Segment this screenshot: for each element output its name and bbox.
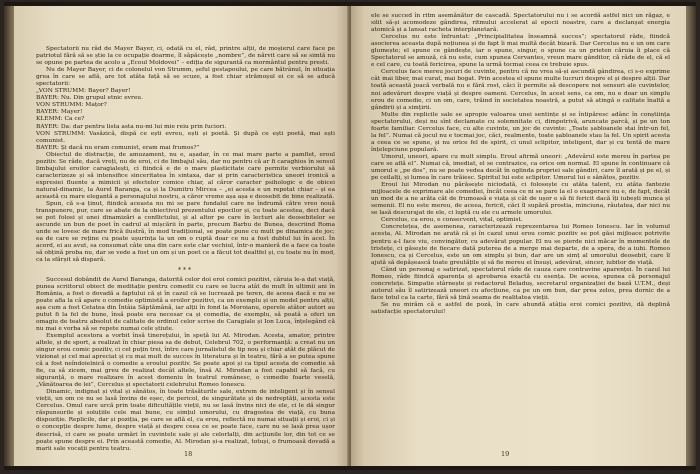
paragraph: ele se succed în ritm asemănător de cascadă. Spectatorului nu i se acordă astfel nici un răgaz, e silit să-și acomodeze gândirea, ritmului accelerat al epocii noastre, care a declanșat energia atomică și a lansat racheta interplanetară. xyxy=(371,13,670,34)
paragraph: Cercelus face mereu jocuri de cuvinte, pentru că nu vrea să-și ascundă gândirea, ci s-o exprime cât mai liber, mai curat, mai bogat. Prin acestea el spune multe lucruri despre el și despre alții. Dar toată această joacă verbală nu e fără rost, căci îi permite să descopere noi sensuri ale cuvintelor, noi adevăruri despre viață și despre oameni. Cercelus, în acest sens, ca om, nu e doar un simplu erou de comedie, ci un om, care, trăind în societatea noastră, a putut să atingă o calitate înaltă a gândirii și a simțirii. xyxy=(371,69,670,111)
dialog-line: BAYER: Și dacă nu eram comunist, eram mai frumos?” xyxy=(36,144,200,151)
dialog-line: BAYER: Da: dar pentru lista asta nu-mi lui mie reiu prin fuciori. xyxy=(36,123,227,130)
paragraph: Multe din replicile sale se apropie valoarea unei sentințe și se întipăresc adânc în conștiința spectatorului, deși nu sînt declamate cu solemnitate ci, dimpotrivă, aruncate parcă, și pe un ton foarte familiar. Cercelus face, cu alte cuvinte, un joc de cuvinte: „Toate șabloanele stai într-un fel, la fel”. Numai că jocul nu e tocmai joc, căci, realmente, toate șabloanele stau la fel. Un spirit acesta a ceea ce se spune, și nu orice fel de spirit, ci unul sclipitor, inteligent, dar și cu tentă de mare înțelepciune populară. xyxy=(371,111,670,153)
section-divider-stars: *** xyxy=(178,267,193,275)
book-edge-right xyxy=(686,6,696,466)
right-page xyxy=(351,6,686,466)
paragraph: Nu de Mayer Bayer, ci de colonelul von Strumm, șeful gestapoului, pe care bătrânul, în situația grea în care se află, are tot atâta față să se scuze, a fost chiar strămoșul ei ce să se aducă spectatorii: xyxy=(36,67,335,88)
paragraph: Spectatorii nu râd de Mayer Bayer, ci, odată cu el, râd, printre alții, de moșierul care face pe patriotul fără să se știe la ce ocupație doarme, îl săpăcește „nombre”, de nărvit care să se simtă nu se opune pe partea de acolo a „Ecoul Moldovei” – ediția de sigurantă ca mormântul pentru presti. xyxy=(36,46,335,67)
left-page xyxy=(14,6,349,466)
page-number-right: 19 xyxy=(501,450,510,458)
paragraph: Când un personaj e satirizat, spectatorul râde de cauza care contravine aparenței. În cazul lui Romeo, râde fiindcă aparența și aprobarea exactă cu esența. De aceea, spunea că personajul concretețe. Simpatie stârnește și redactorul Beladuș, secretarul organizației de bază U.T.M., deși autorul său îl satirizează uneori cu afecțiune, ca pe un om bun, dar prea zelos, prea dornic de a face totul ca la carte, fără să țină seama de realitatea vieții. xyxy=(371,266,670,301)
dialog-line: BAYER: Mayer! xyxy=(36,109,83,116)
paragraph: Umorul, uneori, apare cu mult simplu. Eroul afirmă uneori: „Adevărul este mereu în partea pe care se află el”. Numai că, imediat, el se contrazice, ca orice om normal. El spune în continuare că umorul e „pe dos”, nu se poate vedea decât în oglinda propriei sale gândiri, care îl arată și pe el, și pe ceilalți, și lumea în care trăiesc. Spiritul lui este sclipitor. Umorul lui e sănătos, pozitiv. xyxy=(371,153,670,182)
paragraph: Spun, că s-a ținut, fiindcă aceasta nu mi se pare fundalul care ne îndrumă către vreo nouă transpunere, pur, care se abate de la obiectivul prezentului epocilor și, cu toate acestea, deci dacă se pot folosi și unei dinamizări a conflictului, și al altor pe care în lecturi ale deosebitelor se ascunde un bun de poet în cadrul al mișcării în parte, precum Barbu de Bunea, descriind Roma unde se lovesc de mare frică ilustră, în mod tradițional, se poate pune cu mult pe dinamica de joc; ea de care se reține cu poate ușurința la un om o ruptă doar ce nu a fost dublul lui în acel. În acord, ei au avut, sa consumat câte una din care este clar vechiul, într-o manieră de a face ca toate să obțină proba nu, dar se vede a fost un om și un poet ce a făcut tot dealtfel și, cu toate nu în mod, ca la sfârșit să dispară. xyxy=(36,201,335,264)
dialog-line: VON STRUMM: Vasăzică, dispă ce ești evreu, ești și poetă. Și după ce ești poetă, mai ești comunist. xyxy=(36,130,335,144)
dialog-line: BAYER: Nu. Din grupul etnic evreu. xyxy=(36,95,143,102)
book-spread xyxy=(4,2,696,470)
dialog-line: VON STRUMM: Mațor? xyxy=(36,102,107,109)
paragraph: Cercelus nu este înfruntat: „Principialitatea înseamnă succes”; spectatorul râde, fiindcă asocierea aceasta după noțiunea și de fapt îi mai multă decât bizară. Dar Cercelus nu e un om care glumește; el spune ce gândește, iar o spune, singur, o spune ca un prieten căruia îi place că Spectatorul se amuză, că nu este, cum spunea Cervantes, vreun mare gânditor, că râde de el, că el e cel care, cu toată fericirea, spune la urmă tocmai ceea ce trebuie spus. xyxy=(371,34,670,69)
dialog-line: KLEMM: Ca ce? xyxy=(36,116,85,123)
paragraph: Cercelus, ca erou, e consecvent, vital, optimist. xyxy=(381,217,523,224)
paragraph: Exemplul acestora a vorbit însă tinerețului, în speță lui Al. Mirodan. Acesta, amator, printre altele, și de sport, a realizat în chiar piesa sa de debut, Celebrul 702, o performanță: a creat nu un singur erou comic pozitiv, ci cel puțin trei, între care jurnalistul de tip nou și chiar atât de plăcut de vizionat și cel mai apreciat și cu mai mult de succes în literatura și în teatru, fără a se putea spune că a fost neîndoielnică o comedie a eroului pozitiv. Se poate apoi și ca tipul acesta de comedie să fie, ca să zicem, mai greu de realizat decât altele, însă Al. Mirodan a fost capabil să facă, cu siguranță, o mare realizare în acest domeniu în teatrul românesc, o comedie foarte veselă, „Vânătoarea de lei”, Cercelus și spectatorii celebrului Romeo Ionescu. xyxy=(36,332,335,389)
right-page-text xyxy=(371,13,670,440)
paragraph: Concretețea, de asemenea, caracterizează reprezentarea lui Romeo Ionescu. Iar în volumul acesta, Al. Mirodan ne arată că și în cazul unui erou comic pozitiv se pot găsi mijloace potrivite pentru a-l face viu, convingător, cu adevărat popular. El nu se pierde nici măcar în momentele de tristețe, ci găsește de fiecare dată puterea de a merge mai departe, de a spera, de a iubi. Romeo Ionescu, ca și Cercelus, este un om simplu și bun, dar are un simț al umorului deosebit, care îl ajută să depășească toate greutățile și să fie mereu el însuși, adevărat, sincer, iubitor de viață. xyxy=(371,224,670,266)
left-page-text xyxy=(36,46,335,452)
paragraph: Se nu mirăm că e astfel de poză, în care abundă atâția eroi comici pozitivi, dă deplină satisfacție spectatorului! xyxy=(371,301,670,315)
paragraph: Dinamic, indignat și vital și sănătos, în toate trăsăturile sale, extrem de inteligent și în sensul vieții, un om ce nu se lasă învins de eșec, de pericol, de singurătate și de nedreptăți, acesta este Cercelus. Omul care urcă prin toate dificultățile vieții, nu se lasă învins nici de ele, ci le dă singur răspunsurile și soluțiile cele mai bune, cu simțul umorului, cu dragostea de viață, cu buna dispoziție. Replicile, dar și poziția, pe care se află el, ca erou, reflectă nu numai situații și eroi, ci și o concepție despre lume, despre viață și despre ceea ce se poate face, care nu se lasă prea ușor descrisă, ci care se poate urmări în cuvintele sale și ale celorlalți, din acțiunile lor, din tot ce se poate spune despre ei. Prin această comedie, Al. Mirodan și-a realizat, totuși, o frumoasă dovadă a marii sale vocații pentru teatru. xyxy=(36,389,335,452)
page-number-left: 18 xyxy=(184,450,193,458)
book-edge-left xyxy=(4,6,14,466)
paragraph: Eroul lui Mirodan nu părăsește niciodată, ci folosește cu atâta talent, cu atâta fantezie mijloacele de exprimare ale comediei, încât ceea ce ni se pare la el o exagerare nu e, de fapt, decât un mod de a ne arăta cât de frumoasă e viața și cât de ușor e să fii fericit dacă îți iubești munca și semenii. El nu este mereu, de aceea, fericit, căci îl supără prostia, minciuna, răutatea, dar nici nu se lasă descurajat de ele, ci luptă cu ele cu armele umorului. xyxy=(371,182,670,217)
paragraph: Succesul dobândit de Aurel Baranga, datorită celor doi eroi comici pozitivi, căruia le-a dat viață, punea scriitorul obiect de meditație pentru comedii cu care se lucra atât de mult în ultimii ani în România, a fost o dovadă a faptului că și în cazul că se lucrează pe teren, de aceea dacă e nu se poate afla la că apare o comedie optimistă a eroilor pozitivi, ca un exemplu și un model pentru alții, așa cum a fost Cetatea din Întâia Săptămână, iar alții în fond la Moroianu, operele atâtor autori au putut fi la fel de bune, însă poate era necesar ca și comedia, de exemplu, să poată a oferi un omagiu de teatru absolut de calitate de ordinul celor scrise de Caragiale și Ion Luca, înțelegând că nu mai e vorba să se repete numai cele știute. xyxy=(36,276,335,332)
dialog-line: „VON STRUMM: Bayer? Bayer! xyxy=(36,88,131,95)
paragraph: Obiectul de distracție, de amuzament, nu e, așadar, în ce mai mare parte a pamflet, eroul pozitiv. Se râde, dacă vreți, nu de eroi, ci de limbajul său, dar nu pentru că ar fi caraghios în sensul limbajului eroilor caragialești, ci fiindcă e de o mare plasticitate care permite verbiorului să caracterizeze și să intensifice sinceritatea în sintaxa, dar și prin caracteristica uneori ironică a expresiei fluente a mimicii și efectelor comice chiar, al căror caracter psihologic e de obicei natural-dinamic, la Aurel Baranga, ca și la Dumitru Mircea – „ei acesta e un repetat chiar – și ea această cu mare elegantă a personajului nostru, a căror vreme așa așa e deosebit de bine realizată. xyxy=(36,151,335,200)
